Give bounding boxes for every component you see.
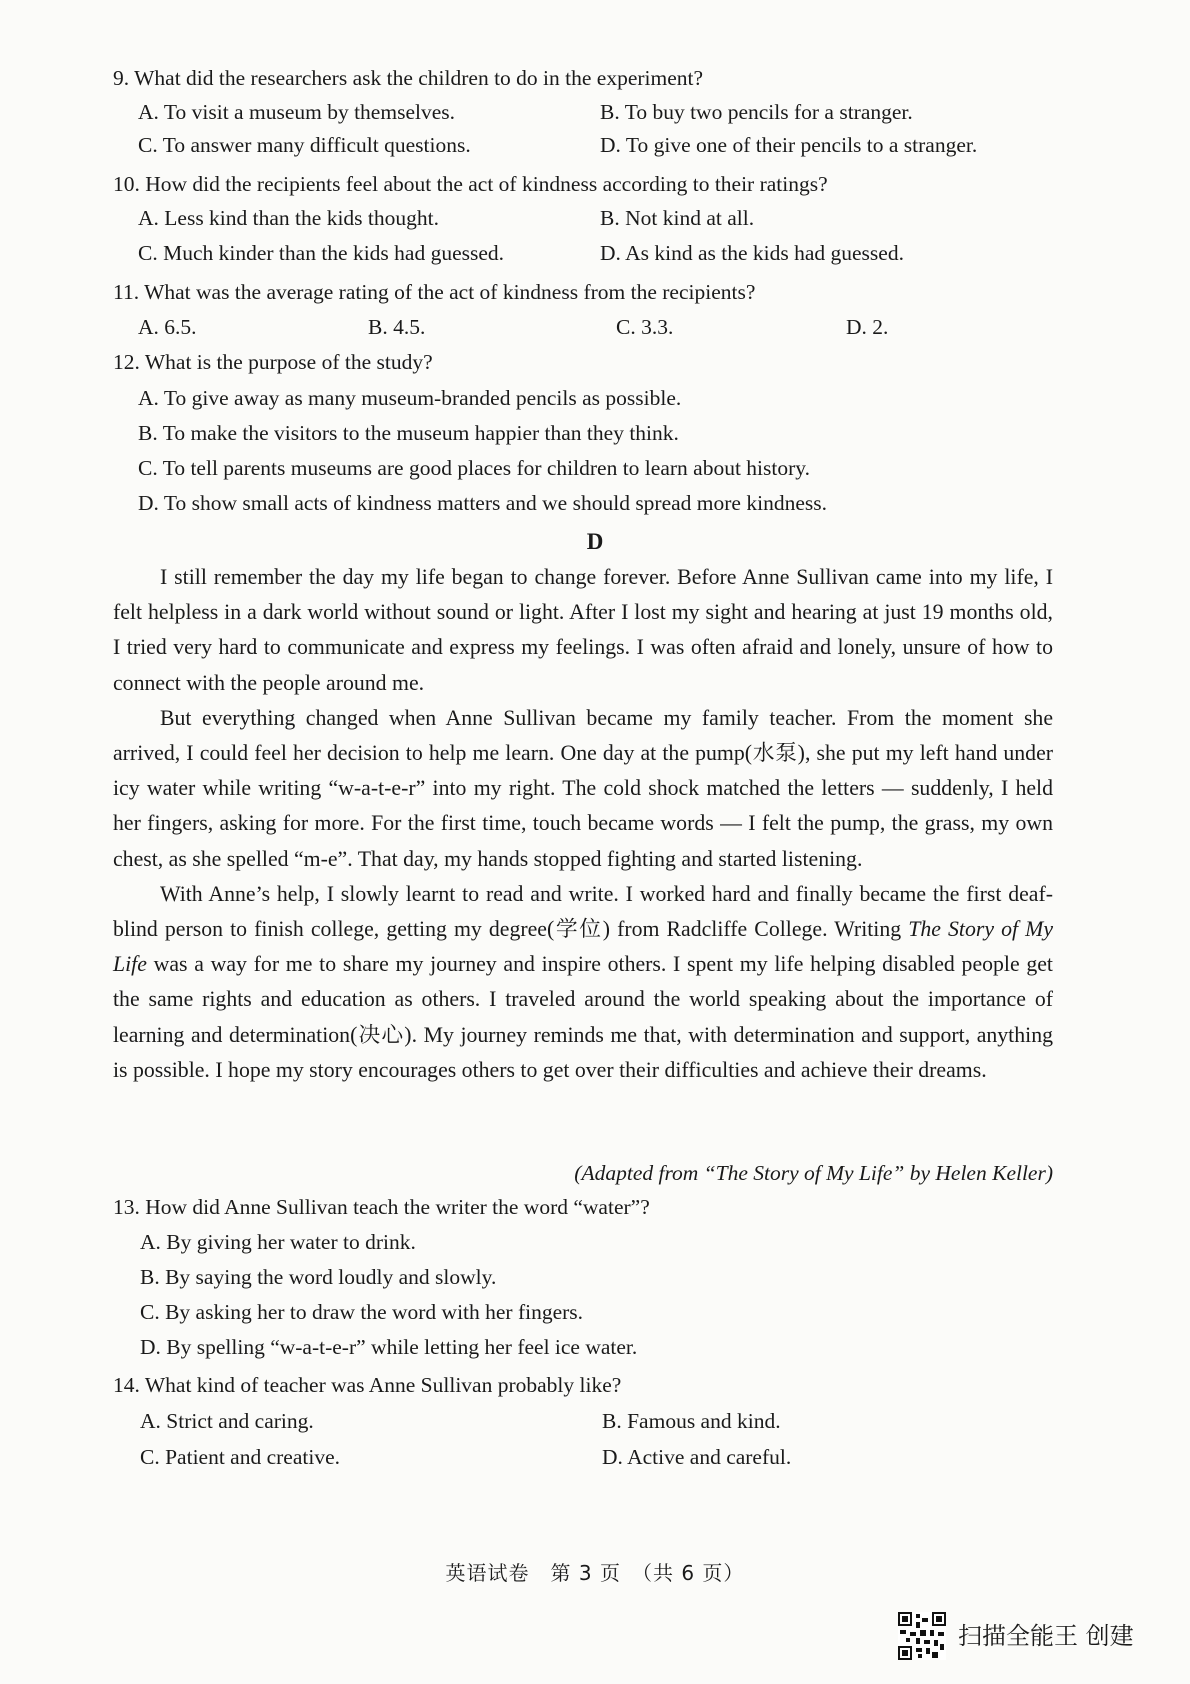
option-a: A. To visit a museum by themselves. xyxy=(138,100,455,124)
question-14-options xyxy=(140,1405,1040,1474)
passage-paragraph-1: I still remember the day my life began to change forever. Before Anne Sullivan came into my life, I felt helpless in a dark world without sound or light. After I lost my sight and hearing at just 19 months old, I tried very hard to communicate and express my feelings. I was often afraid and lonely, unsure of how to connect with the people around me. xyxy=(113,565,1053,695)
option-d: D. As kind as the kids had guessed. xyxy=(600,241,904,265)
paragraph-3-part-2: was a way for me to share my journey and inspire others. I spent my life helping disabled people get the same rights and education as others. I traveled around the world speaking about the importance of learning and determination(决心). My journey reminds me that, with determination and support, anything is possible. I hope my story encourages others to get over their difficulties and achieve their dreams. xyxy=(113,952,1053,1082)
question-14-stem: 14. What kind of teacher was Anne Sullivan probably like? xyxy=(113,1373,622,1397)
option-a: A. Strict and caring. xyxy=(140,1409,314,1433)
option-d: D. 2. xyxy=(846,315,889,339)
option-c: C. Patient and creative. xyxy=(140,1445,340,1469)
question-13-options xyxy=(140,1225,637,1365)
option-d: D. Active and careful. xyxy=(602,1445,792,1469)
question-9-stem: 9. What did the researchers ask the children to do in the experiment? xyxy=(113,66,704,90)
question-11-stem: 11. What was the average rating of the act of kindness from the recipients? xyxy=(113,280,756,304)
passage-paragraph-3 xyxy=(113,877,1053,1088)
scanner-watermark xyxy=(898,1612,1134,1660)
book-title: The Story of My Life xyxy=(113,917,1053,977)
option-d: D. To show small acts of kindness matters and we should spread more kindness. xyxy=(138,491,827,515)
option-b: B. By saying the word loudly and slowly. xyxy=(140,1265,497,1289)
question-12-options xyxy=(138,381,827,521)
option-b: B. To buy two pencils for a stranger. xyxy=(600,100,913,124)
option-a: A. By giving her water to drink. xyxy=(140,1230,416,1254)
qr-code-icon xyxy=(898,1612,946,1660)
section-d-title: D xyxy=(586,529,604,554)
option-b: B. 4.5. xyxy=(368,315,426,339)
option-c: C. By asking her to draw the word with her fingers. xyxy=(140,1300,584,1324)
option-d: D. By spelling “w-a-t-e-r” while letting her feel ice water. xyxy=(140,1335,638,1359)
passage-source: (Adapted from “The Story of My Life” by Helen Keller) xyxy=(574,1161,1053,1185)
option-a: A. To give away as many museum-branded pencils as possible. xyxy=(138,386,682,410)
option-c: C. Much kinder than the kids had guessed. xyxy=(138,241,505,265)
question-10-stem: 10. How did the recipients feel about the act of kindness according to their ratings? xyxy=(113,172,828,196)
paragraph-3-part-1: With Anne’s help, I slowly learnt to read and write. I worked hard and finally became the first deaf-blind person to finish college, getting my degree(学位) from Radcliffe College. Writing xyxy=(113,881,1053,942)
question-9-options xyxy=(138,96,1038,162)
option-c: C. 3.3. xyxy=(616,315,674,339)
option-d: D. To give one of their pencils to a stranger. xyxy=(600,133,978,157)
section-d-passage xyxy=(113,560,1053,1088)
question-13-stem: 13. How did Anne Sullivan teach the writer the word “water”? xyxy=(113,1195,650,1219)
option-c: C. To tell parents museums are good places for children to learn about history. xyxy=(138,456,810,480)
page-footer: 英语试卷 第 3 页 （共 6 页） xyxy=(445,1561,745,1585)
option-b: B. To make the visitors to the museum happier than they think. xyxy=(138,421,679,445)
question-11-options xyxy=(138,311,1076,344)
question-12-stem: 12. What is the purpose of the study? xyxy=(113,350,433,374)
option-c: C. To answer many difficult questions. xyxy=(138,133,471,157)
question-10-options xyxy=(138,202,1038,270)
watermark-text: 扫描全能王 创建 xyxy=(958,1621,1134,1650)
option-b: B. Famous and kind. xyxy=(602,1409,781,1433)
option-a: A. Less kind than the kids thought. xyxy=(138,206,439,230)
option-b: B. Not kind at all. xyxy=(600,206,755,230)
passage-paragraph-2: But everything changed when Anne Sullivan became my family teacher. From the moment she arrived, I could feel her decision to help me learn. One day at the pump(水泵), she put my left hand under icy water while writing “w-a-t-e-r” into my right. The cold shock matched the letters — suddenly, I held her fingers, asking for more. For the first time, touch became words — I felt the pump, the grass, my own chest, as she spelled “m-e”. That day, my hands stopped fighting and started listening. xyxy=(113,705,1053,871)
option-a: A. 6.5. xyxy=(138,315,197,339)
